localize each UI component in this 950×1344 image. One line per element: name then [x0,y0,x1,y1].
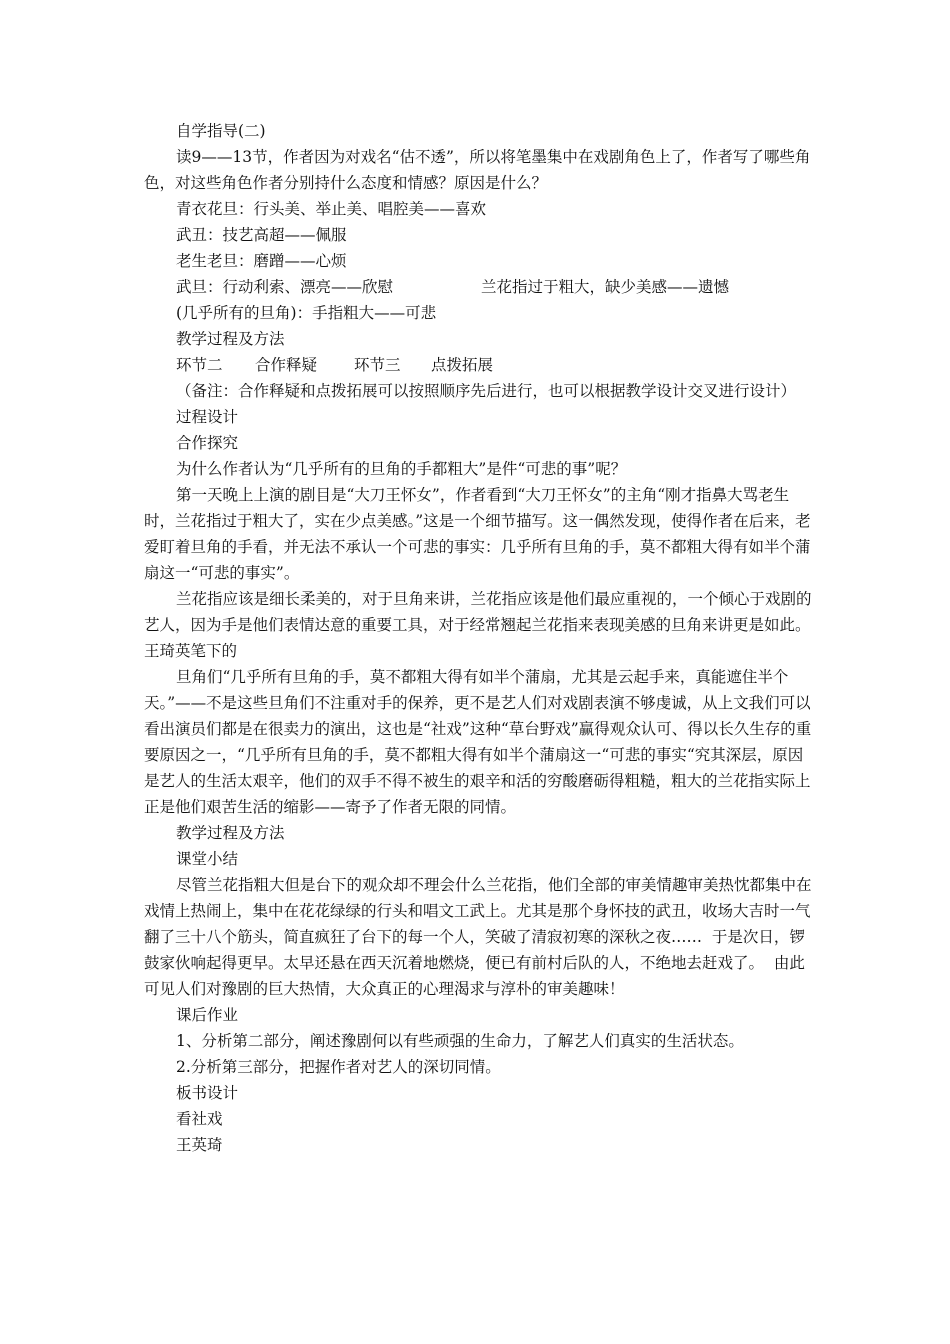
note-paragraph: （备注：合作释疑和点拨拓展可以按照顺序先后进行，也可以根据教学设计交叉进行设计） [176,382,797,400]
role-line-dan: (几乎所有的旦角)：手指粗大——可悲 [176,304,437,322]
document-page [0,118,950,1158]
steps-line [176,352,950,378]
section-heading-method: 教学过程及方法 [176,330,285,348]
explore-question: 为什么作者认为“几乎所有的旦角的手都粗大”是件“可悲的事”呢？ [176,460,627,478]
role-line-laosheng: 老生老旦：磨蹭——心烦 [176,252,347,270]
step-three-name: 点拨拓展 [431,356,494,374]
role-line-wuchou: 武丑：技艺高超——佩服 [176,226,347,244]
section-heading-self-study: 自学指导(二) [176,122,266,140]
section-heading-board: 板书设计 [176,1084,239,1102]
body-paragraph-1: 第一天晚上上演的剧目是“大刀王怀女”，作者看到“大刀王怀女”的主角“刚才指鼻大骂老生时，兰花指过于粗大了，实在少点美感。”这是一个细节描写。这一偶然发现，使得作者在后来，老爱盯着旦角的手看，并无法不承认一个可悲的事实：几乎所有旦角的手，莫不都粗大得有如半个蒲扇这一“可悲的事实”。 [144,486,811,582]
section-heading-method-2: 教学过程及方法 [176,824,285,842]
board-author: 王英琦 [176,1136,223,1154]
step-three-label: 环节三 [354,356,401,374]
role-line-wudan [176,274,950,300]
section-heading-summary: 课堂小结 [176,850,239,868]
section-heading-explore: 合作探究 [176,434,239,452]
section-heading-homework: 课后作业 [176,1006,239,1024]
board-title: 看社戏 [176,1110,223,1128]
role-wudan-left: 武旦：行动利索、漂亮——欣慰 [176,278,394,296]
summary-paragraph: 尽管兰花指粗大但是台下的观众却不理会什么兰花指，他们全部的审美情趣审美热忱都集中在戏情上热闹上，集中在花花绿绿的行头和唱文工武上。尤其是那个身怀技的武丑，收场大吉时一气翻了三十八个筋头，简直疯狂了台下的每一个人，笑破了清寂初寒的深秋之夜…… 于是次日，锣鼓家伙响起得更早。太早还悬在西天沉着地燃烧，便已有前村后队的人，不绝地去赶戏了。 由此可见人们对豫剧的巨大热情，大众真正的心理渴求与淳朴的审美趣味！ [144,876,812,998]
step-two-name: 合作释疑 [255,356,318,374]
role-wudan-right: 兰花指过于粗大，缺少美感——遗憾 [481,278,730,296]
homework-item-1: 1、分析第二部分，阐述豫剧何以有些顽强的生命力，了解艺人们真实的生活状态。 [176,1032,744,1050]
homework-item-2: 2.分析第三部分，把握作者对艺人的深切同情。 [176,1058,501,1076]
body-paragraph-3: 旦角们“几乎所有旦角的手，莫不都粗大得有如半个蒲扇，尤其是云起手来，真能遮住半个天。”——不是这些旦角们不注重对手的保养，更不是艺人们对戏剧表演不够虔诚，从上文我们可以看出演员们都是在很卖力的演出，这也是“社戏”这种“草台野戏”赢得观众认可、得以长久生存的重要原因之一，“几乎所有旦角的手，莫不都粗大得有如半个蒲扇这一“可悲的事实“究其深层，原因是艺人的生活太艰辛，他们的双手不得不被生的艰辛和活的穷酸磨砺得粗糙，粗大的兰花指实际上正是他们艰苦生活的缩影——寄予了作者无限的同情。 [144,668,812,816]
step-two-label: 环节二 [176,356,223,374]
role-line-qingyi: 青衣花旦：行头美、举止美、唱腔美——喜欢 [176,200,487,218]
section-heading-design: 过程设计 [176,408,239,426]
study-question: 读9——13节，作者因为对戏名“估不透”，所以将笔墨集中在戏剧角色上了，作者写了哪些角色，对这些角色作者分别持什么态度和情感？原因是什么？ [144,148,811,192]
body-paragraph-2: 兰花指应该是细长柔美的，对于旦角来讲，兰花指应该是他们最应重视的，一个倾心于戏剧的艺人，因为手是他们表情达意的重要工具，对于经常翘起兰花指来表现美感的旦角来讲更是如此。王琦英笔下的 [144,590,812,660]
